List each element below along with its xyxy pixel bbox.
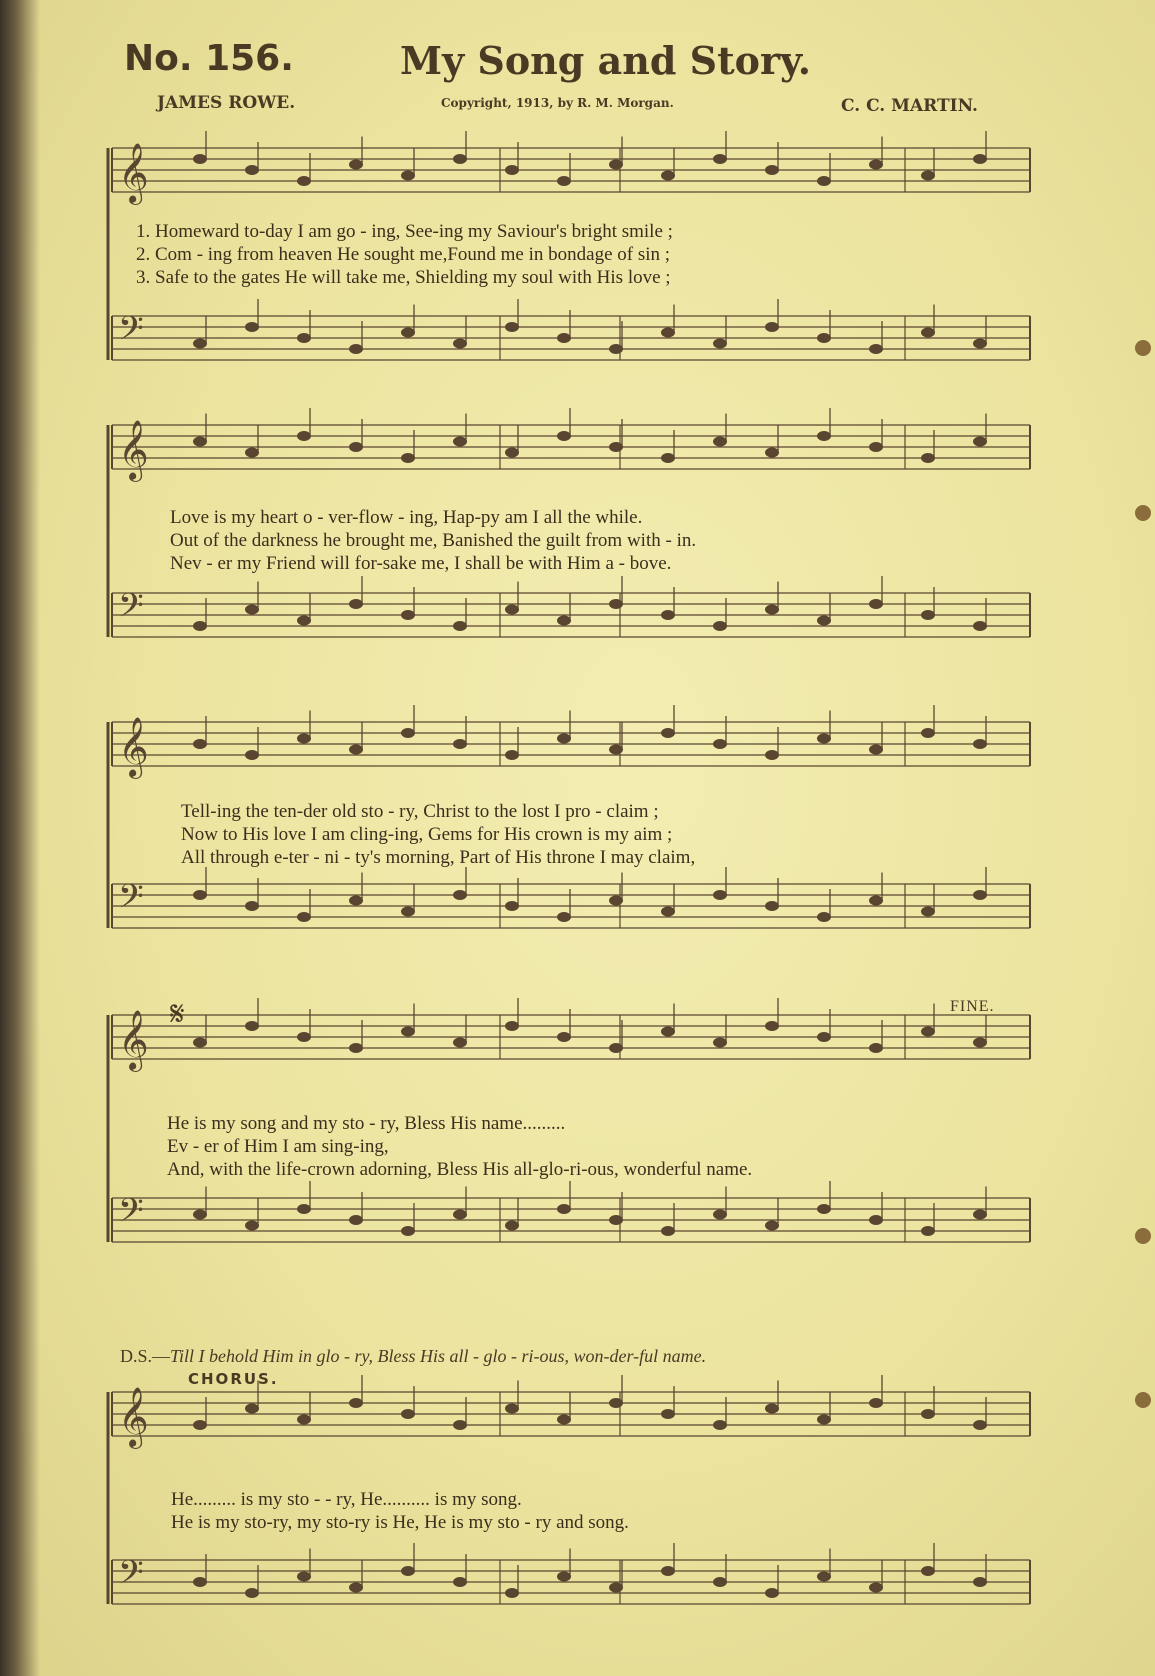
hymn-number: No. 156. — [124, 38, 294, 79]
notehead — [245, 1021, 259, 1031]
notehead — [661, 171, 675, 181]
notehead — [609, 1043, 623, 1053]
notehead — [297, 176, 311, 186]
notehead — [401, 1566, 415, 1576]
segno-sign: 𝄋 — [170, 996, 185, 1033]
lyric-line: Nev - er my Friend will for-sake me, I shall be with Him a - bove. — [170, 553, 672, 574]
notehead — [661, 1409, 675, 1419]
notehead — [193, 154, 207, 164]
notehead — [193, 1577, 207, 1587]
lyric-line: Now to His love I am cling-ing, Gems for His crown is my aim ; — [181, 824, 673, 845]
notehead — [505, 1404, 519, 1414]
notehead — [557, 616, 571, 626]
notehead — [193, 621, 207, 631]
notehead — [557, 333, 571, 343]
notehead — [973, 1577, 987, 1587]
treble-clef-icon: 𝄞 — [118, 717, 149, 777]
notehead — [557, 912, 571, 922]
notehead — [245, 165, 259, 175]
notehead — [869, 896, 883, 906]
words-credit: JAMES ROWE. — [157, 93, 296, 113]
notehead — [349, 1043, 363, 1053]
notehead — [817, 1572, 831, 1582]
notehead — [765, 750, 779, 760]
notehead — [713, 1577, 727, 1587]
notehead — [869, 1215, 883, 1225]
notehead — [869, 160, 883, 170]
lyric-line: And, with the life-crown adorning, Bless His all-glo-ri-ous, wonderful name. — [167, 1159, 753, 1180]
notehead — [661, 328, 675, 338]
notehead — [765, 1221, 779, 1231]
notehead — [921, 728, 935, 738]
notehead — [349, 1398, 363, 1408]
notehead — [453, 339, 467, 349]
chorus-lyric-line: He is my sto-ry, my sto-ry is He, He is my sto - ry and song. — [171, 1512, 629, 1533]
notehead — [817, 176, 831, 186]
ds-lyric: Till I behold Him in glo - ry, Bless His all - glo - ri-ous, won-der-ful name. — [170, 1346, 707, 1366]
notehead — [973, 339, 987, 349]
notehead — [713, 621, 727, 631]
notehead — [297, 1032, 311, 1042]
notehead — [245, 322, 259, 332]
notehead — [557, 1415, 571, 1425]
notehead — [193, 1420, 207, 1430]
notehead — [505, 901, 519, 911]
notehead — [713, 339, 727, 349]
notehead — [453, 1577, 467, 1587]
notehead — [817, 912, 831, 922]
notehead — [609, 745, 623, 755]
notehead — [973, 154, 987, 164]
notehead — [973, 739, 987, 749]
notehead — [401, 453, 415, 463]
notehead — [557, 431, 571, 441]
notehead — [505, 1021, 519, 1031]
notehead — [869, 344, 883, 354]
notehead — [921, 328, 935, 338]
notehead — [245, 750, 259, 760]
lyric-line: Love is my heart o - ver-flow - ing, Hap-py am I all the while. — [170, 507, 643, 528]
lyric-line: Tell-ing the ten-der old sto - ry, Christ to the lost I pro - claim ; — [181, 801, 659, 822]
notehead — [869, 442, 883, 452]
notehead — [765, 605, 779, 615]
notehead — [505, 1221, 519, 1231]
notehead — [297, 1415, 311, 1425]
copyright-note: Copyright, 1913, by R. M. Morgan. — [441, 96, 674, 110]
treble-clef-icon: 𝄞 — [118, 1010, 149, 1070]
notehead — [557, 1572, 571, 1582]
notehead — [921, 907, 935, 917]
notehead — [609, 1583, 623, 1593]
notehead — [817, 1032, 831, 1042]
dal-segno-line — [120, 1346, 706, 1367]
notehead — [765, 1404, 779, 1414]
notehead — [505, 322, 519, 332]
notehead — [765, 165, 779, 175]
notehead — [453, 890, 467, 900]
notehead — [713, 1210, 727, 1220]
notehead — [349, 745, 363, 755]
notehead — [609, 442, 623, 452]
chorus-lyric-line: He......... is my sto - - ry, He.......... is my song. — [171, 1489, 522, 1510]
notehead — [921, 1409, 935, 1419]
notehead — [869, 599, 883, 609]
notehead — [453, 1420, 467, 1430]
notehead — [349, 344, 363, 354]
notehead — [973, 1210, 987, 1220]
notehead — [817, 734, 831, 744]
lyric-line: Ev - er of Him I am sing-ing, — [167, 1136, 389, 1157]
notehead — [245, 1588, 259, 1598]
notehead — [557, 734, 571, 744]
notehead — [609, 1215, 623, 1225]
notehead — [661, 1566, 675, 1576]
notehead — [297, 333, 311, 343]
lyric-line: 1. Homeward to-day I am go - ing, See-ing my Saviour's bright smile ; — [136, 221, 673, 242]
notehead — [713, 1038, 727, 1048]
notehead — [245, 1221, 259, 1231]
notehead — [921, 1027, 935, 1037]
notehead — [245, 901, 259, 911]
notehead — [973, 890, 987, 900]
bass-clef-icon: 𝄢 — [118, 1554, 144, 1600]
notehead — [453, 739, 467, 749]
bass-clef-icon: 𝄢 — [118, 878, 144, 924]
notehead — [193, 739, 207, 749]
fine-marking: FINE. — [950, 998, 995, 1015]
notehead — [557, 1032, 571, 1042]
notehead — [193, 339, 207, 349]
notehead — [193, 437, 207, 447]
treble-clef-icon: 𝄞 — [118, 420, 149, 480]
treble-clef-icon: 𝄞 — [118, 1387, 149, 1447]
notehead — [765, 1021, 779, 1031]
notehead — [609, 1398, 623, 1408]
notehead — [661, 728, 675, 738]
notehead — [401, 1409, 415, 1419]
notehead — [401, 610, 415, 620]
notehead — [661, 907, 675, 917]
notehead — [713, 154, 727, 164]
lyric-line: Out of the darkness he brought me, Banished the guilt from with - in. — [170, 530, 697, 551]
bass-clef-icon: 𝄢 — [118, 1192, 144, 1238]
notehead — [973, 437, 987, 447]
notehead — [817, 1204, 831, 1214]
notehead — [193, 1038, 207, 1048]
ds-prefix: D.S.— — [120, 1346, 171, 1366]
notehead — [297, 912, 311, 922]
notehead — [505, 605, 519, 615]
notehead — [869, 1583, 883, 1593]
chorus-label: CHORUS. — [188, 1370, 279, 1388]
notehead — [609, 160, 623, 170]
notehead — [765, 901, 779, 911]
notehead — [297, 1572, 311, 1582]
notehead — [557, 1204, 571, 1214]
notehead — [765, 1588, 779, 1598]
lyric-line: He is my song and my sto - ry, Bless His name......... — [167, 1113, 566, 1134]
notehead — [713, 890, 727, 900]
notehead — [817, 1415, 831, 1425]
notehead — [401, 1226, 415, 1236]
lyric-line: 2. Com - ing from heaven He sought me,Found me in bondage of sin ; — [136, 244, 671, 265]
notehead — [349, 1583, 363, 1593]
music-credit: C. C. MARTIN. — [841, 96, 978, 116]
notehead — [557, 176, 571, 186]
notehead — [921, 453, 935, 463]
lyric-line: 3. Safe to the gates He will take me, Shielding my soul with His love ; — [136, 267, 671, 288]
notehead — [661, 1027, 675, 1037]
notehead — [297, 734, 311, 744]
hymn-title: My Song and Story. — [400, 38, 811, 83]
notehead — [349, 160, 363, 170]
notehead — [921, 1566, 935, 1576]
notehead — [349, 896, 363, 906]
notehead — [973, 1420, 987, 1430]
notehead — [193, 1210, 207, 1220]
notehead — [609, 599, 623, 609]
notehead — [297, 1204, 311, 1214]
notehead — [609, 344, 623, 354]
notehead — [297, 616, 311, 626]
notehead — [245, 448, 259, 458]
notehead — [817, 431, 831, 441]
notehead — [765, 448, 779, 458]
notehead — [713, 1420, 727, 1430]
bass-clef-icon: 𝄢 — [118, 587, 144, 633]
notehead — [817, 616, 831, 626]
lyric-line: All through e-ter - ni - ty's morning, Part of His throne I may claim, — [181, 847, 696, 868]
notehead — [401, 1027, 415, 1037]
notehead — [661, 453, 675, 463]
notehead — [869, 1043, 883, 1053]
notehead — [193, 890, 207, 900]
notehead — [453, 621, 467, 631]
notehead — [349, 442, 363, 452]
notehead — [921, 171, 935, 181]
notehead — [817, 333, 831, 343]
notehead — [921, 610, 935, 620]
notehead — [245, 1404, 259, 1414]
notehead — [713, 739, 727, 749]
notehead — [401, 907, 415, 917]
notehead — [505, 1588, 519, 1598]
notehead — [245, 605, 259, 615]
notehead — [505, 750, 519, 760]
notehead — [349, 599, 363, 609]
notehead — [453, 437, 467, 447]
notehead — [973, 621, 987, 631]
notehead — [505, 165, 519, 175]
notehead — [401, 328, 415, 338]
notehead — [453, 1038, 467, 1048]
notehead — [869, 1398, 883, 1408]
notehead — [661, 1226, 675, 1236]
notehead — [973, 1038, 987, 1048]
notehead — [505, 448, 519, 458]
notehead — [921, 1226, 935, 1236]
notehead — [401, 728, 415, 738]
notehead — [401, 171, 415, 181]
notehead — [713, 437, 727, 447]
treble-clef-icon: 𝄞 — [118, 143, 149, 203]
notehead — [349, 1215, 363, 1225]
notehead — [453, 1210, 467, 1220]
notehead — [297, 431, 311, 441]
notehead — [453, 154, 467, 164]
notehead — [661, 610, 675, 620]
notehead — [609, 896, 623, 906]
bass-clef-icon: 𝄢 — [118, 310, 144, 356]
notehead — [869, 745, 883, 755]
notehead — [765, 322, 779, 332]
